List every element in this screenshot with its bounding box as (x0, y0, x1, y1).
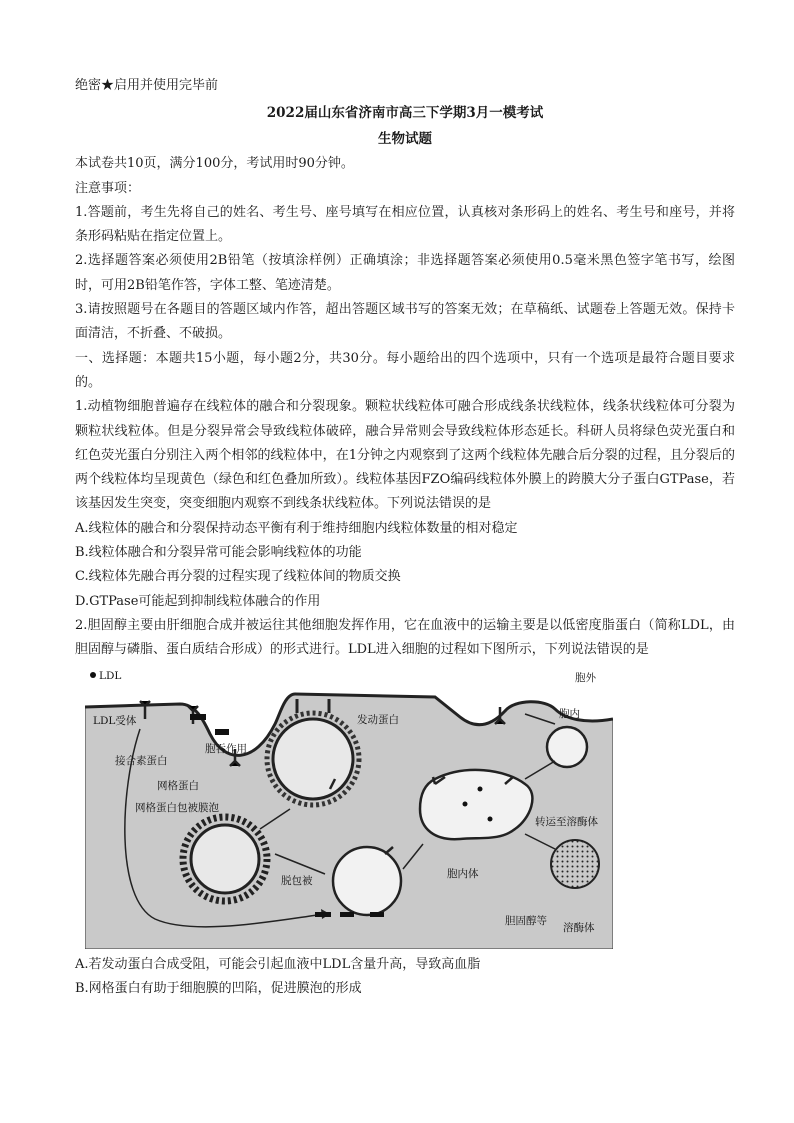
notice-item: 3.请按照题号在各题目的答题区域内作答，超出答题区域书写的答案无效；在草稿纸、试题卷上答题无效。保持卡面清洁，不折叠、不破损。 (75, 302, 735, 342)
label-inside: 胞内 (559, 707, 580, 720)
uncoated-vesicle (333, 847, 401, 915)
notice-item: 1.答题前，考生先将自己的姓名、考生号、座号填写在相应位置，认真核对条形码上的姓名、考生号和座号，并将条形码粘贴在指定位置上。 (75, 204, 735, 245)
budding-vesicle (273, 719, 353, 799)
question-2-option-a: A.若发动蛋白合成受阻，可能会引起血液中LDL含量升高，导致高血脂 (75, 956, 481, 972)
ldl-endocytosis-figure (85, 669, 613, 949)
label-receptor: LDL受体 (93, 714, 137, 727)
label-to-lysosome: 转运至溶酶体 (535, 815, 598, 828)
secret-label: 绝密★启用并使用完毕前 (75, 78, 219, 93)
exam-title: 2022届山东省济南市高三下学期3月一模考试 (266, 105, 544, 122)
label-dynamin: 发动蛋白 (357, 713, 399, 726)
label-adaptor: 接合素蛋白 (115, 754, 168, 767)
question-1-stem: 1.动植物细胞普遍存在线粒体的融合和分裂现象。颗粒状线粒体可融合形成线条状线粒体，线条状线粒体可分裂为颗粒状线粒体。但是分裂异常会导致线粒体破碎，融合异常则会导致线粒体形态延长。科研人员将绿色荧光蛋白和红色荧光蛋白分别注入两个相邻的线粒体中，在1分钟之内观察到了这两个线粒体先融合后分裂的过程，且分裂后的两个线粒体均呈现黄色（绿色和红色叠加所致）。线粒体基因FZO编码线粒体外膜上的跨膜大分子蛋白GTPase，若该基因发生突变，突变细胞内观察不到线条状线粒体。下列说法错误的是 (75, 399, 735, 512)
question-2-option-b: B.网格蛋白有助于细胞膜的凹陷，促进膜泡的形成 (75, 980, 362, 996)
ldl-diagram-svg (85, 669, 613, 949)
question-2-stem: 2.胆固醇主要由肝细胞合成并被运往其他细胞发挥作用，它在血液中的运输主要是以低密度脂蛋白（简称LDL，由胆固醇与磷脂、蛋白质结合形成）的形式进行。LDL进入细胞的过程如下图所示，下列说法错误的是 (75, 617, 735, 658)
notice-label: 注意事项： (75, 180, 141, 196)
question-1-option-b: B.线粒体融合和分裂异常可能会影响线粒体的功能 (75, 545, 362, 561)
coated-vesicle (191, 825, 259, 893)
label-clathrin: 网格蛋白 (157, 779, 199, 792)
label-coated-vesicle: 网格蛋白包被膜泡 (135, 801, 219, 814)
question-1-option-a: A.线粒体的融合和分裂保持动态平衡有利于维持细胞内线粒体数量的相对稳定 (75, 520, 518, 536)
label-uncoat: 脱包被 (281, 874, 313, 887)
question-1-option-c: C.线粒体先融合再分裂的过程实现了线粒体间的物质交换 (75, 569, 401, 585)
intro-text: 本试卷共10页，满分100分，考试用时90分钟。 (75, 156, 354, 172)
section-heading: 一、选择题：本题共15小题，每小题2分，共30分。每小题给出的四个选项中，只有一个选项是最符合题目要求的。 (75, 350, 735, 390)
exam-page (75, 74, 735, 1001)
subject-title: 生物试题 (378, 131, 432, 148)
label-endocytosis: 胞吞作用 (205, 742, 247, 755)
label-outside: 胞外 (575, 671, 596, 684)
question-1-option-d: D.GTPase可能起到抑制线粒体融合的作用 (75, 593, 321, 609)
label-cholesterol: 胆固醇等 (505, 914, 547, 927)
label-lysosome: 溶酶体 (563, 921, 595, 934)
notice-item: 2.选择题答案必须使用2B铅笔（按填涂样例）正确填涂；非选择题答案必须使用0.5毫米黑色签字笔书写，绘图时，可用2B铅笔作答，字体工整、笔迹清楚。 (75, 253, 735, 293)
label-ldl: LDL (99, 669, 122, 682)
label-endosome: 胞内体 (447, 867, 479, 880)
endosome (420, 769, 532, 838)
lysosome-shape (551, 840, 599, 888)
recycling-vesicle (547, 727, 587, 767)
